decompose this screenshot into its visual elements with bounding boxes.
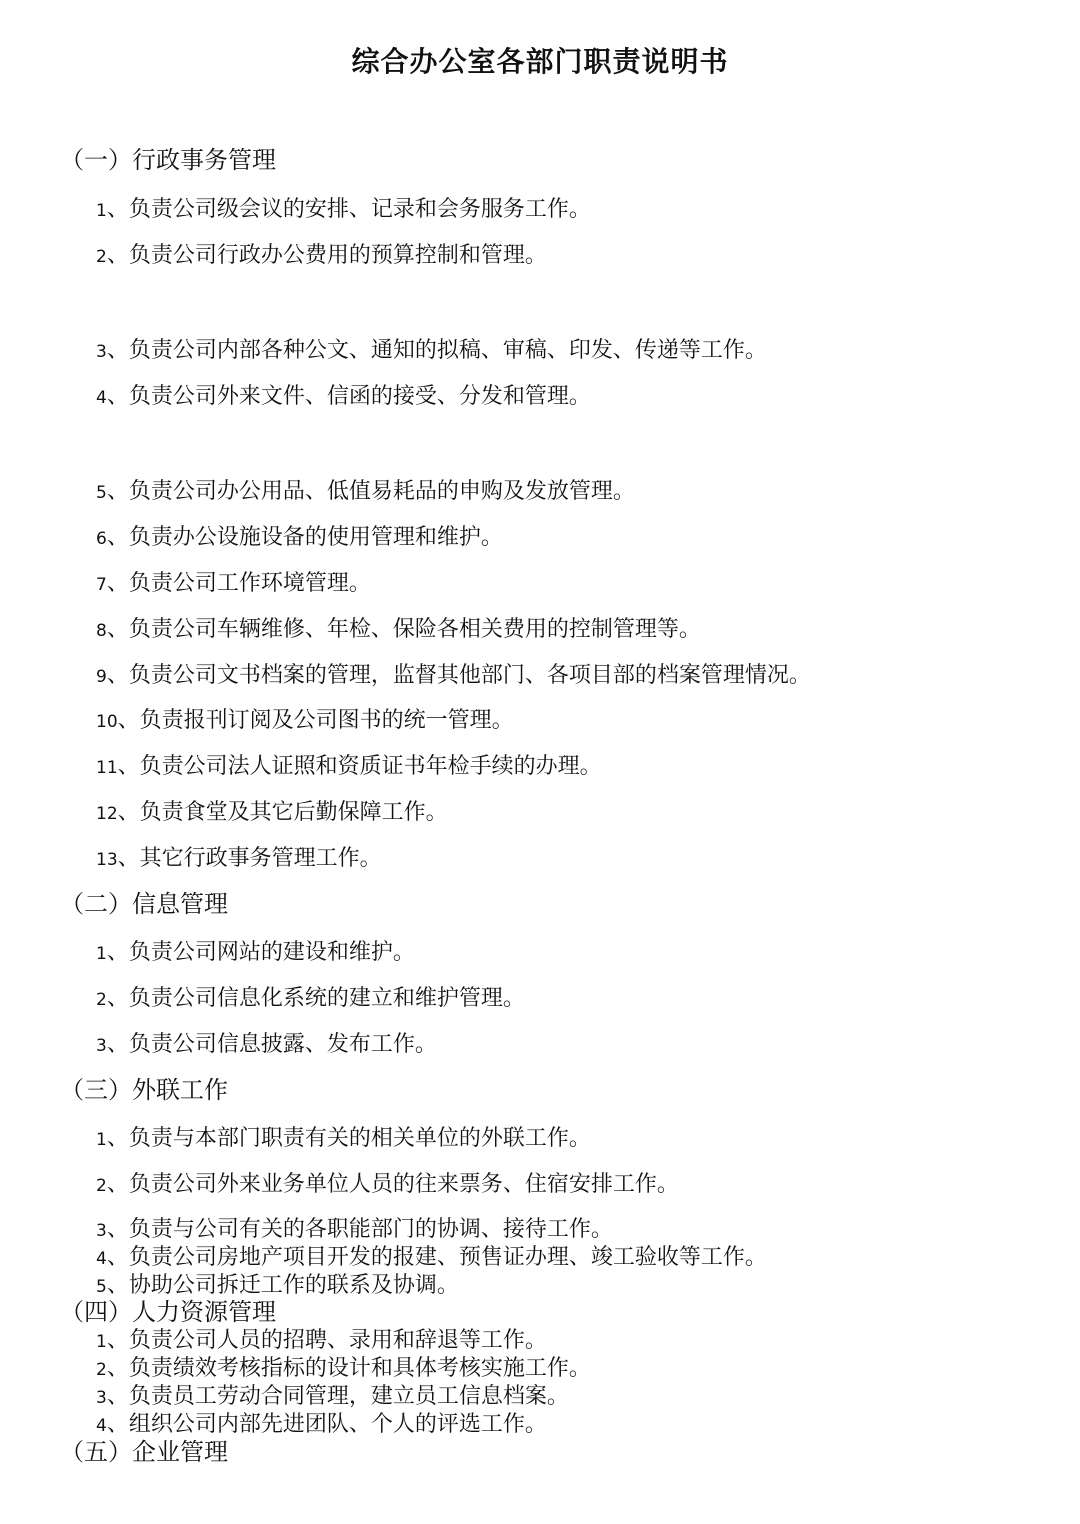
list-item — [96, 1124, 591, 1155]
list-item — [96, 798, 448, 829]
list-item — [96, 615, 701, 646]
item-text: 、负责公司房地产项目开发的报建、预售证办理、竣工验收等工作。 — [106, 1245, 767, 1270]
item-text: 、负责公司人员的招聘、录用和辞退等工作。 — [106, 1328, 547, 1353]
list-item — [96, 1030, 437, 1061]
list-item — [96, 336, 767, 367]
list-item — [96, 523, 503, 554]
item-number: 3 — [96, 1221, 107, 1241]
item-number: 1 — [96, 944, 107, 964]
document-title: 综合办公室各部门职责说明书 — [351, 45, 729, 78]
item-number: 3 — [96, 342, 107, 362]
item-text: 、负责与公司有关的各职能部门的协调、接待工作。 — [106, 1217, 613, 1242]
item-text: 、负责公司级会议的安排、记录和会务服务工作。 — [106, 197, 591, 222]
item-number: 1 — [96, 201, 107, 221]
item-number: 2 — [96, 1176, 107, 1196]
item-number: 3 — [96, 1036, 107, 1056]
item-number: 2 — [96, 247, 107, 267]
list-item — [96, 1326, 547, 1357]
item-number: 4 — [96, 1416, 107, 1436]
item-number: 6 — [96, 529, 107, 549]
item-number: 13 — [96, 850, 118, 870]
item-text: 、负责公司法人证照和资质证书年检手续的办理。 — [117, 754, 602, 779]
item-number: 5 — [96, 1277, 107, 1297]
item-text: 、负责与本部门职责有关的相关单位的外联工作。 — [106, 1126, 591, 1151]
list-item — [96, 984, 525, 1015]
item-text: 、负责办公设施设备的使用管理和维护。 — [106, 525, 503, 550]
list-item — [96, 1243, 767, 1274]
list-item — [96, 1170, 679, 1201]
list-item — [96, 1354, 591, 1385]
list-item — [96, 241, 547, 272]
item-text: 、负责食堂及其它后勤保障工作。 — [117, 800, 448, 825]
item-text: 、负责绩效考核指标的设计和具体考核实施工作。 — [106, 1356, 591, 1381]
item-number: 1 — [96, 1332, 107, 1352]
list-item — [96, 844, 382, 875]
item-number: 2 — [96, 990, 107, 1010]
item-text: 、负责公司信息披露、发布工作。 — [106, 1032, 437, 1057]
item-number: 10 — [96, 712, 118, 732]
list-item — [96, 569, 371, 600]
list-item — [96, 477, 635, 508]
list-item — [96, 382, 591, 413]
item-text: 、协助公司拆迁工作的联系及协调。 — [106, 1273, 459, 1298]
item-text: 、负责公司工作环境管理。 — [106, 571, 371, 596]
item-number: 5 — [96, 483, 107, 503]
item-text: 、负责员工劳动合同管理，建立员工信息档案。 — [106, 1384, 569, 1409]
list-item — [96, 752, 602, 783]
section-heading-5: （五）企业管理 — [60, 1438, 228, 1466]
item-number: 4 — [96, 388, 107, 408]
list-item — [96, 1215, 613, 1246]
item-text: 、负责报刊订阅及公司图书的统一管理。 — [117, 708, 514, 733]
item-text: 、负责公司网站的建设和维护。 — [106, 940, 415, 965]
section-heading-4: （四）人力资源管理 — [60, 1298, 276, 1326]
item-text: 、负责公司外来业务单位人员的往来票务、住宿安排工作。 — [106, 1172, 679, 1197]
item-number: 4 — [96, 1249, 107, 1269]
item-text: 、负责公司办公用品、低值易耗品的申购及发放管理。 — [106, 479, 635, 504]
list-item — [96, 1382, 569, 1413]
section-heading-1: （一）行政事务管理 — [60, 146, 276, 174]
section-heading-3: （三）外联工作 — [60, 1076, 228, 1104]
item-text: 、负责公司文书档案的管理，监督其他部门、各项目部的档案管理情况。 — [106, 663, 811, 688]
item-number: 11 — [96, 758, 118, 778]
item-text: 、负责公司信息化系统的建立和维护管理。 — [106, 986, 525, 1011]
item-number: 12 — [96, 804, 118, 824]
list-item — [96, 706, 514, 737]
item-number: 1 — [96, 1130, 107, 1150]
item-number: 7 — [96, 575, 107, 595]
item-text: 、负责公司外来文件、信函的接受、分发和管理。 — [106, 384, 591, 409]
item-number: 9 — [96, 667, 107, 687]
list-item — [96, 195, 591, 226]
list-item — [96, 661, 811, 692]
item-text: 、负责公司车辆维修、年检、保险各相关费用的控制管理等。 — [106, 617, 701, 642]
item-text: 、负责公司内部各种公文、通知的拟稿、审稿、印发、传递等工作。 — [106, 338, 767, 363]
item-number: 2 — [96, 1360, 107, 1380]
item-text: 、组织公司内部先进团队、个人的评选工作。 — [106, 1412, 547, 1437]
item-text: 、负责公司行政办公费用的预算控制和管理。 — [106, 243, 547, 268]
section-heading-2: （二）信息管理 — [60, 890, 228, 918]
item-number: 3 — [96, 1388, 107, 1408]
item-text: 、其它行政事务管理工作。 — [117, 846, 382, 871]
item-number: 8 — [96, 621, 107, 641]
list-item — [96, 938, 415, 969]
